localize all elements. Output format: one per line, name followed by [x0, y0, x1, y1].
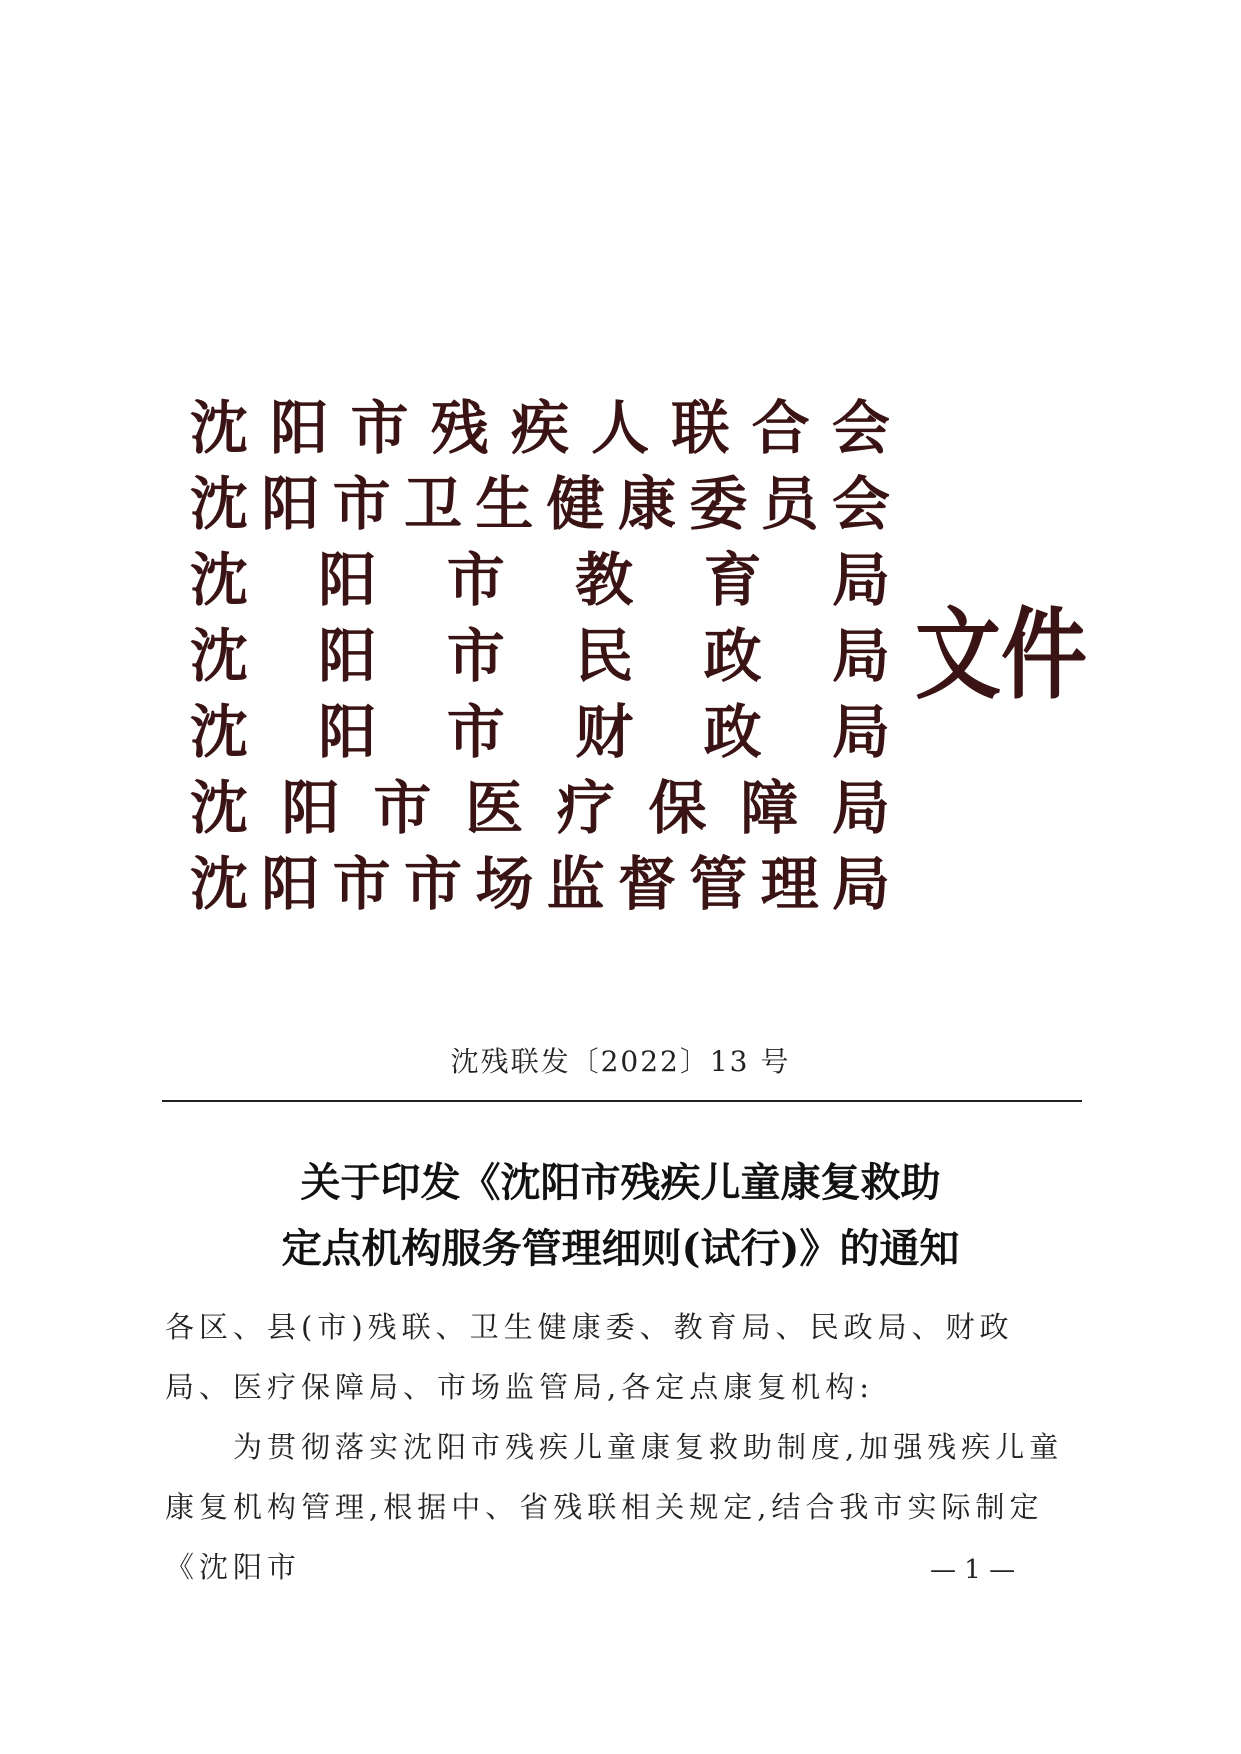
- body-paragraph: 为贯彻落实沈阳市残疾儿童康复救助制度,加强残疾儿童康复机构管理,根据中、省残联相关规定,结合我市实际制定《沈阳市: [165, 1430, 1064, 1584]
- issuer-char: 市: [350, 394, 409, 462]
- issuer-char: 阳: [281, 774, 340, 842]
- issuer-char: 会: [831, 470, 890, 538]
- issuer-char: 沈: [190, 698, 249, 766]
- issuer-char: 医: [465, 774, 524, 842]
- issuer-char: 阳: [318, 546, 377, 614]
- page-number: — 1 —: [930, 1555, 1016, 1585]
- issuer-block: [190, 390, 890, 922]
- issuer-char: 育: [703, 546, 762, 614]
- document-header-suffix: 文件: [915, 596, 1087, 713]
- issuer-char: 场: [475, 850, 534, 918]
- issuer-char: 沈: [190, 470, 249, 538]
- issuer-char: 人: [591, 394, 650, 462]
- issuer-char: 沈: [190, 546, 249, 614]
- issuer-char: 沈: [190, 394, 249, 462]
- issuer-char: 健: [546, 470, 605, 538]
- issuer-line: [190, 770, 890, 846]
- document-title: [0, 1150, 1241, 1282]
- issuer-char: 财: [575, 698, 634, 766]
- issuer-char: 沈: [190, 774, 249, 842]
- issuer-char: 市: [403, 850, 462, 918]
- issuer-char: 卫: [403, 470, 462, 538]
- issuer-line: [190, 846, 890, 922]
- issuer-line: [190, 466, 890, 542]
- issuer-char: 局: [831, 698, 890, 766]
- issuer-char: 局: [831, 850, 890, 918]
- issuer-char: 局: [831, 622, 890, 690]
- issuer-char: 委: [689, 470, 748, 538]
- issuer-char: 监: [546, 850, 605, 918]
- issuer-char: 阳: [318, 698, 377, 766]
- issuer-char: 民: [575, 622, 634, 690]
- issuer-char: 教: [575, 546, 634, 614]
- issuer-char: 阳: [261, 470, 320, 538]
- issuer-char: 障: [740, 774, 799, 842]
- title-line-2: 定点机构服务管理细则(试行)》的通知: [281, 1225, 960, 1272]
- issuer-char: 康: [617, 470, 676, 538]
- issuer-char: 局: [831, 774, 890, 842]
- issuer-char: 市: [446, 698, 505, 766]
- issuer-char: 合: [751, 394, 810, 462]
- issuer-char: 局: [831, 546, 890, 614]
- issuer-char: 阳: [261, 850, 320, 918]
- issuer-char: 政: [703, 622, 762, 690]
- issuer-char: 阳: [318, 622, 377, 690]
- issuer-char: 沈: [190, 622, 249, 690]
- recipients: 各区、县(市)残联、卫生健康委、教育局、民政局、财政局、医疗保障局、市场监管局,各定点康复机构:: [165, 1310, 1014, 1404]
- issuer-line: [190, 694, 890, 770]
- issuer-char: 市: [446, 622, 505, 690]
- issuer-char: 残: [430, 394, 489, 462]
- divider-line: [162, 1100, 1082, 1102]
- issuer-line: [190, 618, 890, 694]
- issuer-char: 联: [671, 394, 730, 462]
- issuer-char: 理: [760, 850, 819, 918]
- issuer-char: 员: [760, 470, 819, 538]
- issuer-char: 市: [373, 774, 432, 842]
- issuer-char: 督: [617, 850, 676, 918]
- issuer-line: [190, 390, 890, 466]
- title-line-1: 关于印发《沈阳市残疾儿童康复救助: [300, 1159, 941, 1206]
- issuer-char: 市: [332, 470, 391, 538]
- issuer-char: 会: [831, 394, 890, 462]
- issuer-char: 阳: [270, 394, 329, 462]
- issuer-char: 疗: [556, 774, 615, 842]
- issuer-char: 管: [689, 850, 748, 918]
- issuer-char: 疾: [510, 394, 569, 462]
- issuer-char: 市: [446, 546, 505, 614]
- issuer-char: 保: [648, 774, 707, 842]
- issuer-char: 政: [703, 698, 762, 766]
- issuer-line: [190, 542, 890, 618]
- issuer-char: 市: [332, 850, 391, 918]
- document-number: 沈残联发〔2022〕13 号: [450, 1045, 791, 1078]
- issuer-char: 沈: [190, 850, 249, 918]
- issuer-char: 生: [475, 470, 534, 538]
